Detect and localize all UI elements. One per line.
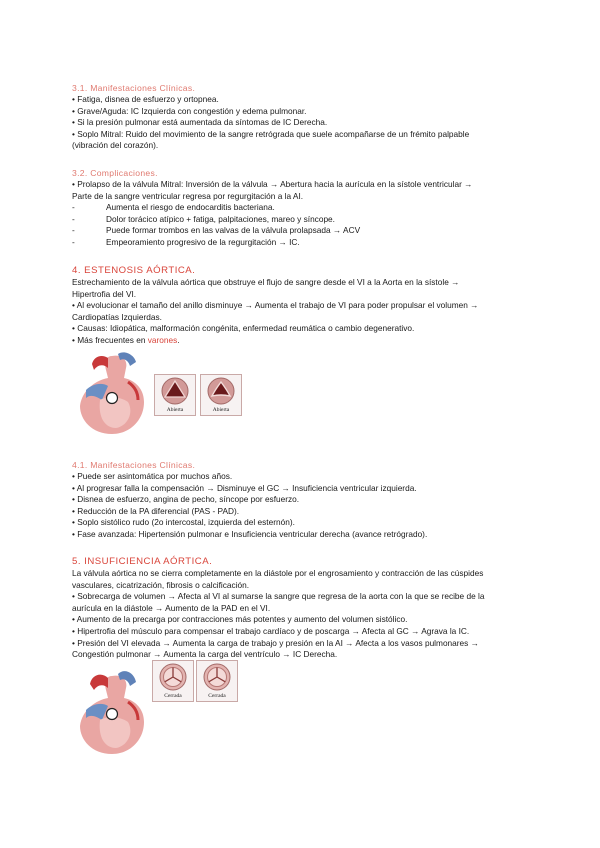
text-line: vasculares, cicatrización, fibrosis o calcificación. (72, 579, 250, 590)
text-line: Congestión pulmonar → Aumenta la carga del ventrículo → IC Derecha. (72, 649, 338, 660)
valve-image-2 (200, 374, 242, 416)
text-line: • Puede ser asintomática por muchos años. (72, 471, 233, 481)
valve-image-1 (152, 660, 194, 702)
section-heading: 4. ESTENOSIS AÓRTICA. (72, 265, 196, 276)
text-line: Hipertrofia del VI. (72, 288, 137, 299)
text-line: • Soplo sistólico rudo (2o intercostal, izquierda del esternón). (72, 517, 295, 528)
sub-item: - Puede formar trombos en las valvas de la válvula prolapsada → ACV (72, 225, 361, 236)
text-line: • Grave/Aguda: IC Izquierda con congestión y edema pulmonar. (72, 105, 307, 116)
text-line: (vibración del corazón). (72, 140, 159, 151)
text-line: • Aumento de la precarga por contracciones más potentes y aumento del volumen sistólico. (72, 614, 408, 625)
text-line: Estrechamiento de la válvula aórtica que obstruye el flujo de sangre desde el VI a la Aorta en la sístole → (72, 277, 460, 287)
dash-bullet: - (72, 213, 75, 224)
section-heading: 5. INSUFICIENCIA AÓRTICA. (72, 556, 213, 567)
heart-illustration (72, 668, 150, 758)
valve-label: Abierta (166, 407, 184, 413)
section-heading: 3.2. Complicaciones. (72, 168, 158, 178)
text-line: • Disnea de esfuerzo, angina de pecho, síncope por esfuerzo. (72, 494, 300, 505)
text-line: Cardiopatías Izquierdas. (72, 311, 162, 322)
text-line: • Al evolucionar el tamaño del anillo disminuye → Aumenta el trabajo de VI para poder propulsar el volumen → (72, 300, 479, 311)
valve-closed-icon (199, 663, 235, 691)
text-line: • Soplo Mitral: Ruido del movimiento de la sangre retrógrada que suele acompañarse de un frémito palpable (72, 128, 470, 139)
text-line: • Sobrecarga de volumen → Afecta al VI al sumarse la sangre que regresa de la aorta con la que se recibe de la (72, 591, 485, 602)
valve-image-2 (196, 660, 238, 702)
section-3-2 (72, 168, 532, 249)
sub-item: - Empeoramiento progresivo de la regurgitación → IC. (72, 236, 300, 247)
valve-open-icon (157, 377, 193, 405)
text-line: • Si la presión pulmonar está aumentada da síntomas de IC Derecha. (72, 117, 328, 128)
text-line: • Reducción de la PA diferencial (PAS - PAD). (72, 505, 240, 516)
text-line: • Prolapso de la válvula Mitral: Inversión de la válvula → Abertura hacia la aurícula en la sístole ventricular → (72, 179, 473, 189)
valve-label: Abierta (212, 407, 230, 413)
text-line: • Causas: Idiopática, malformación congénita, enfermedad reumática o cambio degenerativo. (72, 323, 415, 334)
valve-label: Cerrada (208, 693, 226, 699)
section-5 (72, 556, 532, 661)
text-line: • Al progresar falla la compensación → Disminuye el GC → Insuficiencia ventricular izquierda. (72, 482, 417, 493)
valve-image-1 (154, 374, 196, 416)
valve-label: Cerrada (164, 693, 182, 699)
text-line: aurícula en la diástole → Aumento de la PAD en el VI. (72, 602, 271, 613)
text-line: • Más frecuentes en varones. (72, 334, 180, 345)
dash-bullet: - (72, 236, 75, 247)
text-line: • Hipertrofia del músculo para compensar el trabajo cardíaco y de poscarga → Afecta al GC → Agrava la IC. (72, 625, 470, 636)
figure-aortic-stenosis (72, 350, 532, 440)
text-line: • Fatiga, disnea de esfuerzo y ortopnea. (72, 94, 219, 104)
sub-item: - Aumenta el riesgo de endocarditis bacteriana. (72, 202, 275, 213)
text-line: La válvula aórtica no se cierra completamente en la diástole por el engrosamiento y contracción de las cúspides (72, 568, 484, 578)
sub-item: - Dolor torácico atípico + fatiga, palpitaciones, mareo y síncope. (72, 213, 335, 224)
valve-closed-icon (155, 663, 191, 691)
text-line: Parte de la sangre ventricular regresa por regurgitación a la AI. (72, 190, 304, 201)
section-3-1 (72, 83, 532, 152)
section-heading: 4.1. Manifestaciones Clínicas. (72, 460, 196, 470)
dash-bullet: - (72, 202, 75, 213)
valve-open-icon (203, 377, 239, 405)
dash-bullet: - (72, 225, 75, 236)
section-4-1 (72, 460, 532, 541)
section-4 (72, 265, 532, 347)
text-line: • Fase avanzada: Hipertensión pulmonar e Insuficiencia ventricular derecha (avance retrógrado). (72, 528, 428, 539)
text-line: • Presión del VI elevada → Aumenta la carga de trabajo y presión en la AI → Afecta a los vasos pulmonares → (72, 637, 479, 648)
figure-aortic-insufficiency (72, 668, 532, 758)
section-heading: 3.1. Manifestaciones Clínicas. (72, 83, 196, 93)
heart-illustration (72, 350, 150, 436)
highlight-text: varones (147, 334, 178, 345)
